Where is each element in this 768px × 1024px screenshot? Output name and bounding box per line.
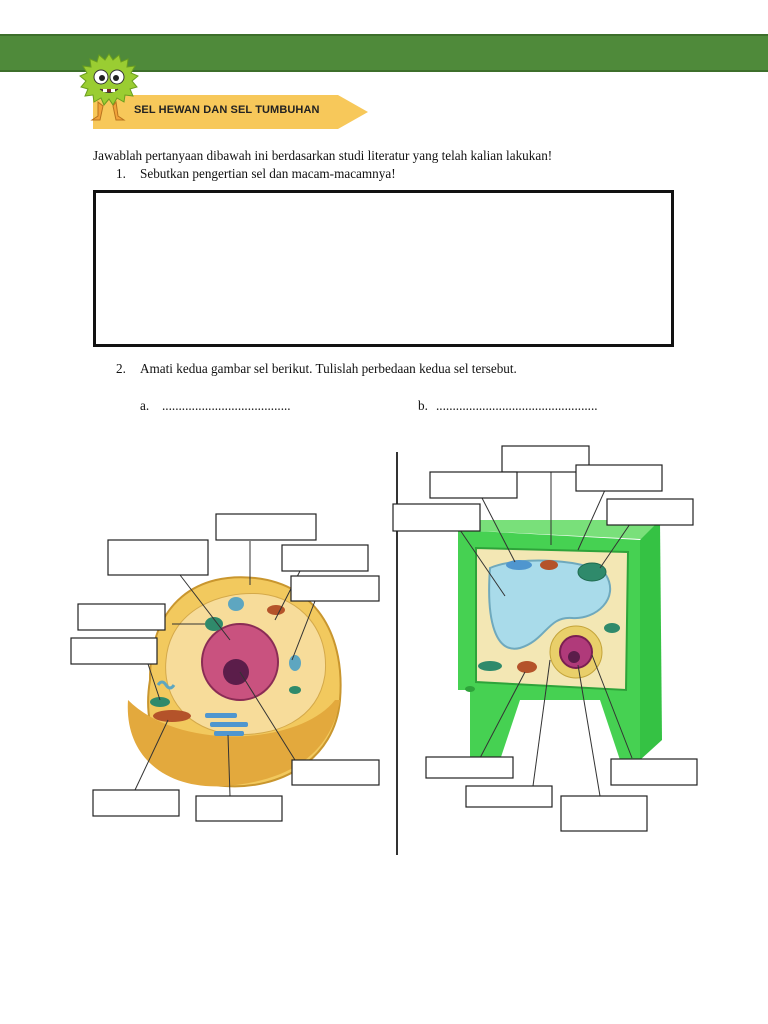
question-1-text: Sebutkan pengertian sel dan macam-macamnya!: [140, 166, 396, 181]
option-b-letter: b.: [418, 398, 428, 413]
page-title: SEL HEWAN DAN SEL TUMBUHAN: [134, 104, 320, 116]
question-2-text: Amati kedua gambar sel berikut. Tulislah perbedaan kedua sel tersebut.: [140, 361, 517, 376]
instruction-intro: Jawablah pertanyaan dibawah ini berdasarkan studi literatur yang telah kalian lakukan!: [93, 148, 553, 163]
question-1-number: 1.: [116, 166, 126, 181]
answer-box-question-1[interactable]: [93, 190, 674, 347]
monster-mascot-icon: [76, 50, 142, 130]
option-a-letter: a.: [140, 398, 150, 413]
option-b-blank[interactable]: .................................................: [436, 398, 598, 413]
plant-cell-illustration: [458, 520, 662, 760]
cell-diagrams: [0, 430, 768, 860]
question-2-number: 2.: [116, 361, 126, 376]
option-a-blank[interactable]: .......................................: [162, 398, 291, 413]
